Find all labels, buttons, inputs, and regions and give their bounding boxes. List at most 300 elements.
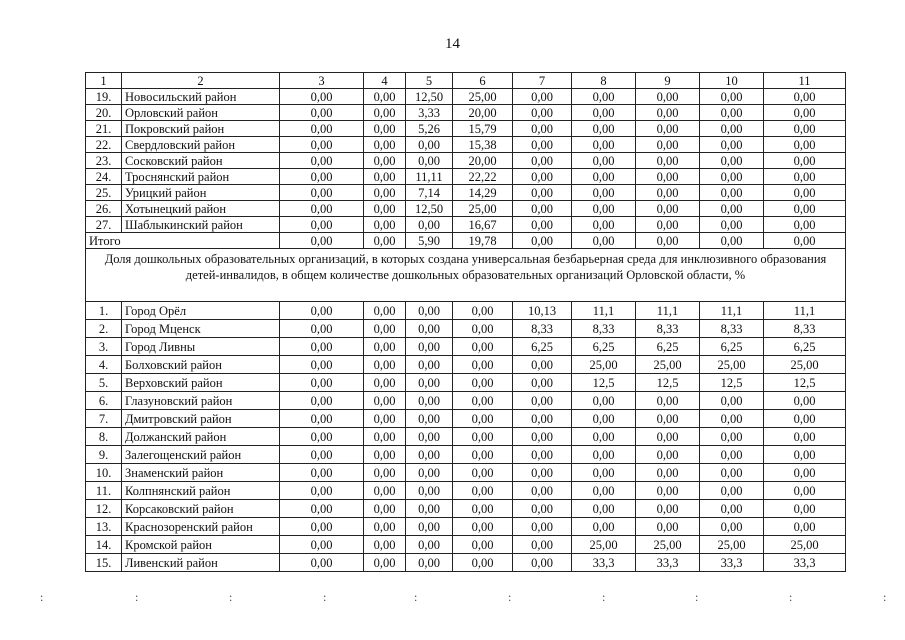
- district-name: Троснянский район: [122, 169, 280, 185]
- value-cell: 0,00: [406, 536, 453, 554]
- value-cell: 0,00: [453, 374, 513, 392]
- district-name: Залегощенский район: [122, 446, 280, 464]
- value-cell: 0,00: [280, 217, 364, 233]
- row-number: 11.: [86, 482, 122, 500]
- district-name: Город Ливны: [122, 338, 280, 356]
- value-cell: 0,00: [764, 482, 846, 500]
- table-row: [86, 105, 846, 121]
- row-number: 12.: [86, 500, 122, 518]
- table-row: [86, 500, 846, 518]
- row-number: 6.: [86, 392, 122, 410]
- row-number: 8.: [86, 428, 122, 446]
- value-cell: 0,00: [700, 392, 764, 410]
- value-cell: 0,00: [764, 121, 846, 137]
- value-cell: 0,00: [364, 121, 406, 137]
- value-cell: 0,00: [700, 518, 764, 536]
- header-row: [86, 73, 846, 89]
- data-table: [85, 72, 846, 572]
- value-cell: 0,00: [280, 201, 364, 217]
- value-cell: 25,00: [700, 536, 764, 554]
- value-cell: 0,00: [280, 89, 364, 105]
- value-cell: 0,00: [280, 464, 364, 482]
- value-cell: 0,00: [572, 464, 636, 482]
- value-cell: 0,00: [636, 428, 700, 446]
- value-cell: 0,00: [453, 356, 513, 374]
- value-cell: 0,00: [364, 89, 406, 105]
- value-cell: 0,00: [636, 464, 700, 482]
- table-row: [86, 217, 846, 233]
- district-name: Кромской район: [122, 536, 280, 554]
- table-row: [86, 536, 846, 554]
- value-cell: 0,00: [406, 153, 453, 169]
- value-cell: 0,00: [280, 169, 364, 185]
- value-cell: 0,00: [406, 554, 453, 572]
- value-cell: 6,25: [636, 338, 700, 356]
- value-cell: 0,00: [406, 137, 453, 153]
- value-cell: 8,33: [513, 320, 572, 338]
- value-cell: 0,00: [364, 410, 406, 428]
- district-name: Колпнянский район: [122, 482, 280, 500]
- value-cell: 0,00: [764, 500, 846, 518]
- value-cell: 0,00: [572, 482, 636, 500]
- district-name: Шаблыкинский район: [122, 217, 280, 233]
- value-cell: 7,14: [406, 185, 453, 201]
- value-cell: 0,00: [364, 554, 406, 572]
- value-cell: 6,25: [513, 338, 572, 356]
- district-name: Сосковский район: [122, 153, 280, 169]
- value-cell: 0,00: [764, 153, 846, 169]
- value-cell: 0,00: [364, 536, 406, 554]
- value-cell: 8,33: [700, 320, 764, 338]
- total-value: 0,00: [513, 233, 572, 249]
- value-cell: 0,00: [280, 356, 364, 374]
- value-cell: 0,00: [700, 89, 764, 105]
- table-body: [86, 73, 846, 572]
- value-cell: 0,00: [280, 121, 364, 137]
- row-number: 5.: [86, 374, 122, 392]
- value-cell: 25,00: [636, 536, 700, 554]
- value-cell: 0,00: [453, 482, 513, 500]
- value-cell: 0,00: [764, 446, 846, 464]
- column-header: 4: [364, 73, 406, 89]
- column-header: 2: [122, 73, 280, 89]
- value-cell: 0,00: [700, 137, 764, 153]
- scan-artifacts: : : : : : : : : : :: [40, 590, 887, 604]
- value-cell: 15,79: [453, 121, 513, 137]
- value-cell: 0,00: [406, 446, 453, 464]
- column-header: 10: [700, 73, 764, 89]
- value-cell: 0,00: [364, 464, 406, 482]
- value-cell: 0,00: [572, 518, 636, 536]
- value-cell: 0,00: [280, 446, 364, 464]
- column-header: 3: [280, 73, 364, 89]
- value-cell: 11,11: [406, 169, 453, 185]
- value-cell: 0,00: [764, 201, 846, 217]
- row-number: 26.: [86, 201, 122, 217]
- value-cell: 0,00: [513, 464, 572, 482]
- column-header: 5: [406, 73, 453, 89]
- total-value: 0,00: [364, 233, 406, 249]
- table-row: [86, 446, 846, 464]
- column-header: 11: [764, 73, 846, 89]
- total-value: 0,00: [280, 233, 364, 249]
- value-cell: 15,38: [453, 137, 513, 153]
- value-cell: 20,00: [453, 153, 513, 169]
- value-cell: 0,00: [280, 428, 364, 446]
- district-name: Покровский район: [122, 121, 280, 137]
- value-cell: 0,00: [572, 392, 636, 410]
- value-cell: 0,00: [700, 446, 764, 464]
- value-cell: 0,00: [636, 153, 700, 169]
- table-row: [86, 320, 846, 338]
- district-name: Глазуновский район: [122, 392, 280, 410]
- value-cell: 0,00: [636, 410, 700, 428]
- value-cell: 0,00: [572, 137, 636, 153]
- value-cell: 0,00: [513, 153, 572, 169]
- row-number: 10.: [86, 464, 122, 482]
- value-cell: 0,00: [572, 153, 636, 169]
- district-name: Должанский район: [122, 428, 280, 446]
- value-cell: 0,00: [364, 320, 406, 338]
- row-number: 13.: [86, 518, 122, 536]
- value-cell: 0,00: [453, 320, 513, 338]
- table-row: [86, 482, 846, 500]
- value-cell: 0,00: [364, 428, 406, 446]
- value-cell: 0,00: [572, 446, 636, 464]
- value-cell: 10,13: [513, 302, 572, 320]
- value-cell: 0,00: [280, 302, 364, 320]
- value-cell: 0,00: [280, 536, 364, 554]
- value-cell: 0,00: [764, 105, 846, 121]
- value-cell: 0,00: [406, 464, 453, 482]
- district-name: Новосильский район: [122, 89, 280, 105]
- value-cell: 0,00: [453, 428, 513, 446]
- value-cell: 14,29: [453, 185, 513, 201]
- row-number: 24.: [86, 169, 122, 185]
- table-row: [86, 185, 846, 201]
- table-row: [86, 169, 846, 185]
- value-cell: 0,00: [513, 121, 572, 137]
- value-cell: 33,3: [572, 554, 636, 572]
- value-cell: 0,00: [406, 320, 453, 338]
- value-cell: 0,00: [406, 374, 453, 392]
- value-cell: 0,00: [700, 169, 764, 185]
- total-value: 5,90: [406, 233, 453, 249]
- section-title-row: [86, 249, 846, 302]
- value-cell: 0,00: [700, 153, 764, 169]
- value-cell: 0,00: [764, 518, 846, 536]
- value-cell: 0,00: [764, 217, 846, 233]
- value-cell: 0,00: [280, 338, 364, 356]
- value-cell: 8,33: [764, 320, 846, 338]
- value-cell: 0,00: [572, 201, 636, 217]
- value-cell: 0,00: [700, 500, 764, 518]
- row-number: 2.: [86, 320, 122, 338]
- row-number: 22.: [86, 137, 122, 153]
- value-cell: 0,00: [700, 482, 764, 500]
- value-cell: 0,00: [636, 217, 700, 233]
- value-cell: 0,00: [406, 217, 453, 233]
- value-cell: 0,00: [364, 217, 406, 233]
- value-cell: 0,00: [406, 392, 453, 410]
- district-name: Город Орёл: [122, 302, 280, 320]
- table-row: [86, 428, 846, 446]
- value-cell: 0,00: [764, 169, 846, 185]
- column-header: 9: [636, 73, 700, 89]
- value-cell: 0,00: [453, 464, 513, 482]
- value-cell: 0,00: [364, 185, 406, 201]
- value-cell: 0,00: [280, 153, 364, 169]
- value-cell: 25,00: [764, 356, 846, 374]
- district-name: Дмитровский район: [122, 410, 280, 428]
- value-cell: 22,22: [453, 169, 513, 185]
- row-number: 19.: [86, 89, 122, 105]
- value-cell: 0,00: [280, 185, 364, 201]
- row-number: 27.: [86, 217, 122, 233]
- value-cell: 0,00: [636, 105, 700, 121]
- value-cell: 6,25: [572, 338, 636, 356]
- value-cell: 5,26: [406, 121, 453, 137]
- value-cell: 0,00: [280, 554, 364, 572]
- value-cell: 0,00: [280, 500, 364, 518]
- value-cell: 0,00: [364, 482, 406, 500]
- value-cell: 0,00: [364, 169, 406, 185]
- value-cell: 0,00: [453, 554, 513, 572]
- value-cell: 0,00: [364, 500, 406, 518]
- value-cell: 0,00: [513, 89, 572, 105]
- value-cell: 11,1: [700, 302, 764, 320]
- value-cell: 0,00: [636, 89, 700, 105]
- value-cell: 0,00: [513, 428, 572, 446]
- value-cell: 20,00: [453, 105, 513, 121]
- value-cell: 0,00: [764, 185, 846, 201]
- value-cell: 0,00: [364, 392, 406, 410]
- value-cell: 0,00: [364, 137, 406, 153]
- value-cell: 0,00: [513, 500, 572, 518]
- value-cell: 0,00: [280, 105, 364, 121]
- table-row: [86, 121, 846, 137]
- value-cell: 0,00: [700, 217, 764, 233]
- value-cell: 0,00: [700, 121, 764, 137]
- value-cell: 25,00: [636, 356, 700, 374]
- row-number: 14.: [86, 536, 122, 554]
- column-header: 7: [513, 73, 572, 89]
- district-name: Город Мценск: [122, 320, 280, 338]
- value-cell: 0,00: [453, 446, 513, 464]
- value-cell: 0,00: [513, 536, 572, 554]
- value-cell: 0,00: [406, 356, 453, 374]
- value-cell: 12,5: [636, 374, 700, 392]
- district-name: Краснозоренский район: [122, 518, 280, 536]
- value-cell: 0,00: [406, 410, 453, 428]
- row-number: 1.: [86, 302, 122, 320]
- value-cell: 25,00: [453, 201, 513, 217]
- section-title: Доля дошкольных образовательных организаций, в которых создана универсальная безбарьерная среда для инклюзивного образования детей-инвалидов, в общем количестве дошкольных образовательных организаций Орловской области, %: [86, 249, 846, 302]
- total-value: 0,00: [636, 233, 700, 249]
- value-cell: 0,00: [700, 410, 764, 428]
- value-cell: 0,00: [280, 518, 364, 536]
- value-cell: 0,00: [636, 518, 700, 536]
- row-number: 23.: [86, 153, 122, 169]
- value-cell: 12,50: [406, 201, 453, 217]
- value-cell: 0,00: [364, 338, 406, 356]
- value-cell: 33,3: [636, 554, 700, 572]
- row-number: 7.: [86, 410, 122, 428]
- total-row: [86, 233, 846, 249]
- value-cell: 33,3: [700, 554, 764, 572]
- table-row: [86, 410, 846, 428]
- value-cell: 0,00: [453, 518, 513, 536]
- value-cell: 0,00: [636, 201, 700, 217]
- value-cell: 11,1: [764, 302, 846, 320]
- table-row: [86, 137, 846, 153]
- value-cell: 0,00: [764, 137, 846, 153]
- value-cell: 25,00: [764, 536, 846, 554]
- value-cell: 0,00: [364, 518, 406, 536]
- value-cell: 0,00: [513, 482, 572, 500]
- value-cell: 0,00: [453, 392, 513, 410]
- district-name: Болховский район: [122, 356, 280, 374]
- table-row: [86, 554, 846, 572]
- row-number: 9.: [86, 446, 122, 464]
- column-header: 1: [86, 73, 122, 89]
- row-number: 4.: [86, 356, 122, 374]
- table-row: [86, 302, 846, 320]
- value-cell: 0,00: [364, 302, 406, 320]
- total-value: 0,00: [764, 233, 846, 249]
- value-cell: 0,00: [572, 428, 636, 446]
- value-cell: 8,33: [572, 320, 636, 338]
- row-number: 15.: [86, 554, 122, 572]
- value-cell: 0,00: [453, 536, 513, 554]
- table-row: [86, 201, 846, 217]
- value-cell: 0,00: [700, 105, 764, 121]
- value-cell: 12,50: [406, 89, 453, 105]
- value-cell: 0,00: [700, 201, 764, 217]
- district-name: Орловский район: [122, 105, 280, 121]
- value-cell: 0,00: [513, 105, 572, 121]
- value-cell: 12,5: [572, 374, 636, 392]
- value-cell: 0,00: [513, 392, 572, 410]
- value-cell: 25,00: [572, 536, 636, 554]
- value-cell: 0,00: [280, 482, 364, 500]
- value-cell: 0,00: [700, 464, 764, 482]
- value-cell: 0,00: [364, 374, 406, 392]
- value-cell: 0,00: [513, 446, 572, 464]
- value-cell: 0,00: [453, 302, 513, 320]
- value-cell: 0,00: [513, 217, 572, 233]
- row-number: 25.: [86, 185, 122, 201]
- value-cell: 0,00: [636, 482, 700, 500]
- district-name: Хотынецкий район: [122, 201, 280, 217]
- value-cell: 0,00: [453, 410, 513, 428]
- value-cell: 3,33: [406, 105, 453, 121]
- table-row: [86, 89, 846, 105]
- value-cell: 0,00: [572, 500, 636, 518]
- value-cell: 0,00: [764, 89, 846, 105]
- value-cell: 0,00: [572, 169, 636, 185]
- value-cell: 12,5: [764, 374, 846, 392]
- value-cell: 0,00: [700, 428, 764, 446]
- value-cell: 0,00: [572, 121, 636, 137]
- value-cell: 25,00: [572, 356, 636, 374]
- value-cell: 0,00: [406, 500, 453, 518]
- value-cell: 0,00: [636, 185, 700, 201]
- value-cell: 6,25: [764, 338, 846, 356]
- value-cell: 6,25: [700, 338, 764, 356]
- value-cell: 0,00: [364, 105, 406, 121]
- row-number: 3.: [86, 338, 122, 356]
- value-cell: 0,00: [513, 518, 572, 536]
- value-cell: 0,00: [453, 338, 513, 356]
- total-value: 0,00: [700, 233, 764, 249]
- column-header: 6: [453, 73, 513, 89]
- value-cell: 11,1: [572, 302, 636, 320]
- value-cell: 0,00: [364, 201, 406, 217]
- value-cell: 0,00: [364, 356, 406, 374]
- value-cell: 0,00: [280, 137, 364, 153]
- row-number: 20.: [86, 105, 122, 121]
- value-cell: 0,00: [764, 392, 846, 410]
- value-cell: 0,00: [513, 137, 572, 153]
- value-cell: 0,00: [406, 518, 453, 536]
- value-cell: 0,00: [280, 392, 364, 410]
- value-cell: 0,00: [513, 169, 572, 185]
- total-value: 0,00: [572, 233, 636, 249]
- value-cell: 0,00: [572, 217, 636, 233]
- table-row: [86, 374, 846, 392]
- value-cell: 0,00: [513, 201, 572, 217]
- district-name: Знаменский район: [122, 464, 280, 482]
- value-cell: 11,1: [636, 302, 700, 320]
- value-cell: 0,00: [280, 410, 364, 428]
- value-cell: 0,00: [636, 169, 700, 185]
- total-label: Итого: [86, 233, 280, 249]
- value-cell: 33,3: [764, 554, 846, 572]
- district-name: Ливенский район: [122, 554, 280, 572]
- value-cell: 0,00: [513, 356, 572, 374]
- district-name: Корсаковский район: [122, 500, 280, 518]
- page-number: 14: [445, 36, 460, 52]
- value-cell: 0,00: [406, 428, 453, 446]
- table-row: [86, 153, 846, 169]
- value-cell: 0,00: [636, 500, 700, 518]
- value-cell: 0,00: [513, 374, 572, 392]
- value-cell: 0,00: [364, 446, 406, 464]
- column-header: 8: [572, 73, 636, 89]
- value-cell: 8,33: [636, 320, 700, 338]
- total-value: 19,78: [453, 233, 513, 249]
- value-cell: 0,00: [636, 137, 700, 153]
- district-name: Верховский район: [122, 374, 280, 392]
- value-cell: 0,00: [764, 464, 846, 482]
- district-name: Свердловский район: [122, 137, 280, 153]
- value-cell: 0,00: [572, 89, 636, 105]
- value-cell: 0,00: [764, 410, 846, 428]
- value-cell: 0,00: [280, 374, 364, 392]
- value-cell: 0,00: [453, 500, 513, 518]
- value-cell: 0,00: [764, 428, 846, 446]
- value-cell: 12,5: [700, 374, 764, 392]
- value-cell: 0,00: [513, 185, 572, 201]
- value-cell: 0,00: [700, 185, 764, 201]
- value-cell: 0,00: [572, 105, 636, 121]
- value-cell: 0,00: [636, 446, 700, 464]
- value-cell: 0,00: [636, 121, 700, 137]
- value-cell: 0,00: [280, 320, 364, 338]
- value-cell: 0,00: [513, 554, 572, 572]
- table-row: [86, 392, 846, 410]
